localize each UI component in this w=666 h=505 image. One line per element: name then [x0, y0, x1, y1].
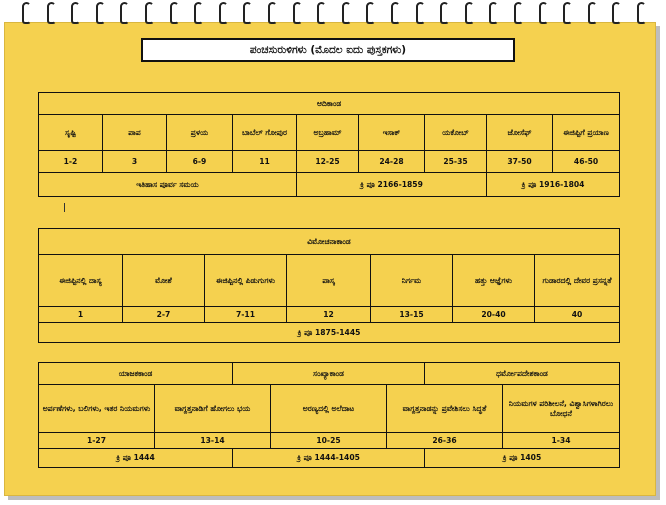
era-cell: ಕ್ರಿ ಪೂ 1916-1804 [487, 173, 620, 197]
chapter-cell: 2-7 [123, 307, 205, 323]
spiral-ring [465, 2, 474, 24]
spiral-ring [440, 2, 449, 24]
chapter-cell: 7-11 [205, 307, 287, 323]
spiral-ring [243, 2, 252, 24]
deuteronomy-header: ಧರ್ಮೋಪದೇಶಕಾಂಡ [425, 363, 620, 385]
topic-cell: ಈಜಿಪ್ಟಿನಲ್ಲಿ ದಾಸ್ಯ [39, 255, 123, 307]
topic-cell: ವಾಗ್ದತ್ತನಾಡನ್ನು ಪ್ರವೇಶಿಸಲು ಸಿದ್ಧತೆ [387, 385, 503, 433]
text-cursor [64, 203, 65, 212]
chapter-cell: 12-25 [297, 151, 359, 173]
topic-cell: ಈಜಿಪ್ಟಿಗೆ ಪ್ರಯಾಣ [553, 115, 620, 151]
chapter-cell: 11 [233, 151, 297, 173]
genesis-header: ಆದಿಕಾಂಡ [39, 93, 620, 115]
chapter-cell: 46-50 [553, 151, 620, 173]
spiral-ring [293, 2, 302, 24]
spiral-ring [588, 2, 597, 24]
spiral-ring [22, 2, 31, 24]
chapter-cell: 12 [287, 307, 371, 323]
spiral-ring [366, 2, 375, 24]
spiral-ring [416, 2, 425, 24]
exodus-header: ವಿಮೋಚನಾಕಾಂಡ [39, 229, 620, 255]
chapter-cell: 40 [535, 307, 620, 323]
chapter-cell: 13-14 [155, 433, 271, 449]
leviticus-header: ಯಾಜಕಕಾಂಡ [39, 363, 233, 385]
page-title: ಪಂಚಸುರುಳಿಗಳು (ಮೊದಲ ಐದು ಪುಸ್ತಕಗಳು) [141, 38, 515, 62]
spiral-ring [219, 2, 228, 24]
era-cell: ಇತಿಹಾಸ ಪೂರ್ವ ಸಮಯ [39, 173, 297, 197]
chapter-cell: 13-15 [371, 307, 453, 323]
later-books-table [38, 362, 620, 468]
chapter-cell: 24-28 [359, 151, 425, 173]
topic-cell: ನಿರ್ಗಮ [371, 255, 453, 307]
spiral-ring [612, 2, 621, 24]
genesis-table [38, 92, 620, 197]
chapter-cell: 37-50 [487, 151, 553, 173]
era-cell: ಕ್ರಿ ಪೂ 1444-1405 [233, 449, 425, 468]
spiral-ring [170, 2, 179, 24]
spiral-ring [489, 2, 498, 24]
chapter-cell: 1-27 [39, 433, 155, 449]
spiral-ring [47, 2, 56, 24]
topic-cell: ಪ್ರಳಯ [167, 115, 233, 151]
chapter-cell: 1-2 [39, 151, 103, 173]
topic-cell: ಅರಣ್ಯದಲ್ಲಿ ಅಲೆದಾಟ [271, 385, 387, 433]
topic-cell: ಗುಡಾರದಲ್ಲಿ ದೇವರ ಪ್ರಸನ್ನತೆ [535, 255, 620, 307]
topic-cell: ಮೋಶೆ [123, 255, 205, 307]
era-cell: ಕ್ರಿ ಪೂ 2166-1859 [297, 173, 487, 197]
topic-cell: ಪಾಸ್ಕ [287, 255, 371, 307]
topic-cell: ಇಸಾಕ್ [359, 115, 425, 151]
numbers-header: ಸಂಖ್ಯಾಕಾಂಡ [233, 363, 425, 385]
chapter-cell: 6-9 [167, 151, 233, 173]
era-cell: ಕ್ರಿ ಪೂ 1875-1445 [39, 323, 620, 343]
spiral-ring [194, 2, 203, 24]
exodus-table [38, 228, 620, 343]
spiral-ring [637, 2, 646, 24]
chapter-cell: 1 [39, 307, 123, 323]
chapter-cell: 3 [103, 151, 167, 173]
chapter-cell: 26-36 [387, 433, 503, 449]
topic-cell: ಪಾಪ [103, 115, 167, 151]
topic-cell: ಹತ್ತು ಆಜ್ಞೆಗಳು [453, 255, 535, 307]
topic-cell: ಅಬ್ರಹಾಮ್ [297, 115, 359, 151]
spiral-ring [96, 2, 105, 24]
topic-cell: ಬಾಬೆಲ್ ಗೋಪುರ [233, 115, 297, 151]
spiral-ring [391, 2, 400, 24]
topic-cell: ಅರ್ಪಣೆಗಳು, ಬಲಿಗಳು, ಇತರ ನಿಯಮಗಳು [39, 385, 155, 433]
topic-cell: ವಾಗ್ದತ್ತನಾಡಿಗೆ ಹೋಗಲು ಭಯ [155, 385, 271, 433]
topic-cell: ಜೋಸೆಫ್ [487, 115, 553, 151]
spiral-ring [539, 2, 548, 24]
chapter-cell: 10-25 [271, 433, 387, 449]
spiral-ring [120, 2, 129, 24]
chapter-cell: 25-35 [425, 151, 487, 173]
topic-cell: ಯಕೋಬ್ [425, 115, 487, 151]
topic-cell: ಈಜಿಪ್ಟಿನಲ್ಲಿ ಪಿಡುಗುಗಳು [205, 255, 287, 307]
spiral-ring [71, 2, 80, 24]
spiral-ring [317, 2, 326, 24]
spiral-ring [145, 2, 154, 24]
era-cell: ಕ್ರಿ ಪೂ 1405 [425, 449, 620, 468]
spiral-ring [342, 2, 351, 24]
era-cell: ಕ್ರಿ ಪೂ 1444 [39, 449, 233, 468]
spiral-binding [0, 0, 666, 30]
topic-cell: ನಿಯಮಗಳ ಪರಿಶೀಲನೆ, ವಿಶ್ವಾಸಿಗಳಾಗಿರಲು ಬೋಧನೆ [503, 385, 620, 433]
spiral-ring [514, 2, 523, 24]
spiral-ring [563, 2, 572, 24]
chapter-cell: 1-34 [503, 433, 620, 449]
chapter-cell: 20-40 [453, 307, 535, 323]
spiral-ring [268, 2, 277, 24]
topic-cell: ಸೃಷ್ಟಿ [39, 115, 103, 151]
